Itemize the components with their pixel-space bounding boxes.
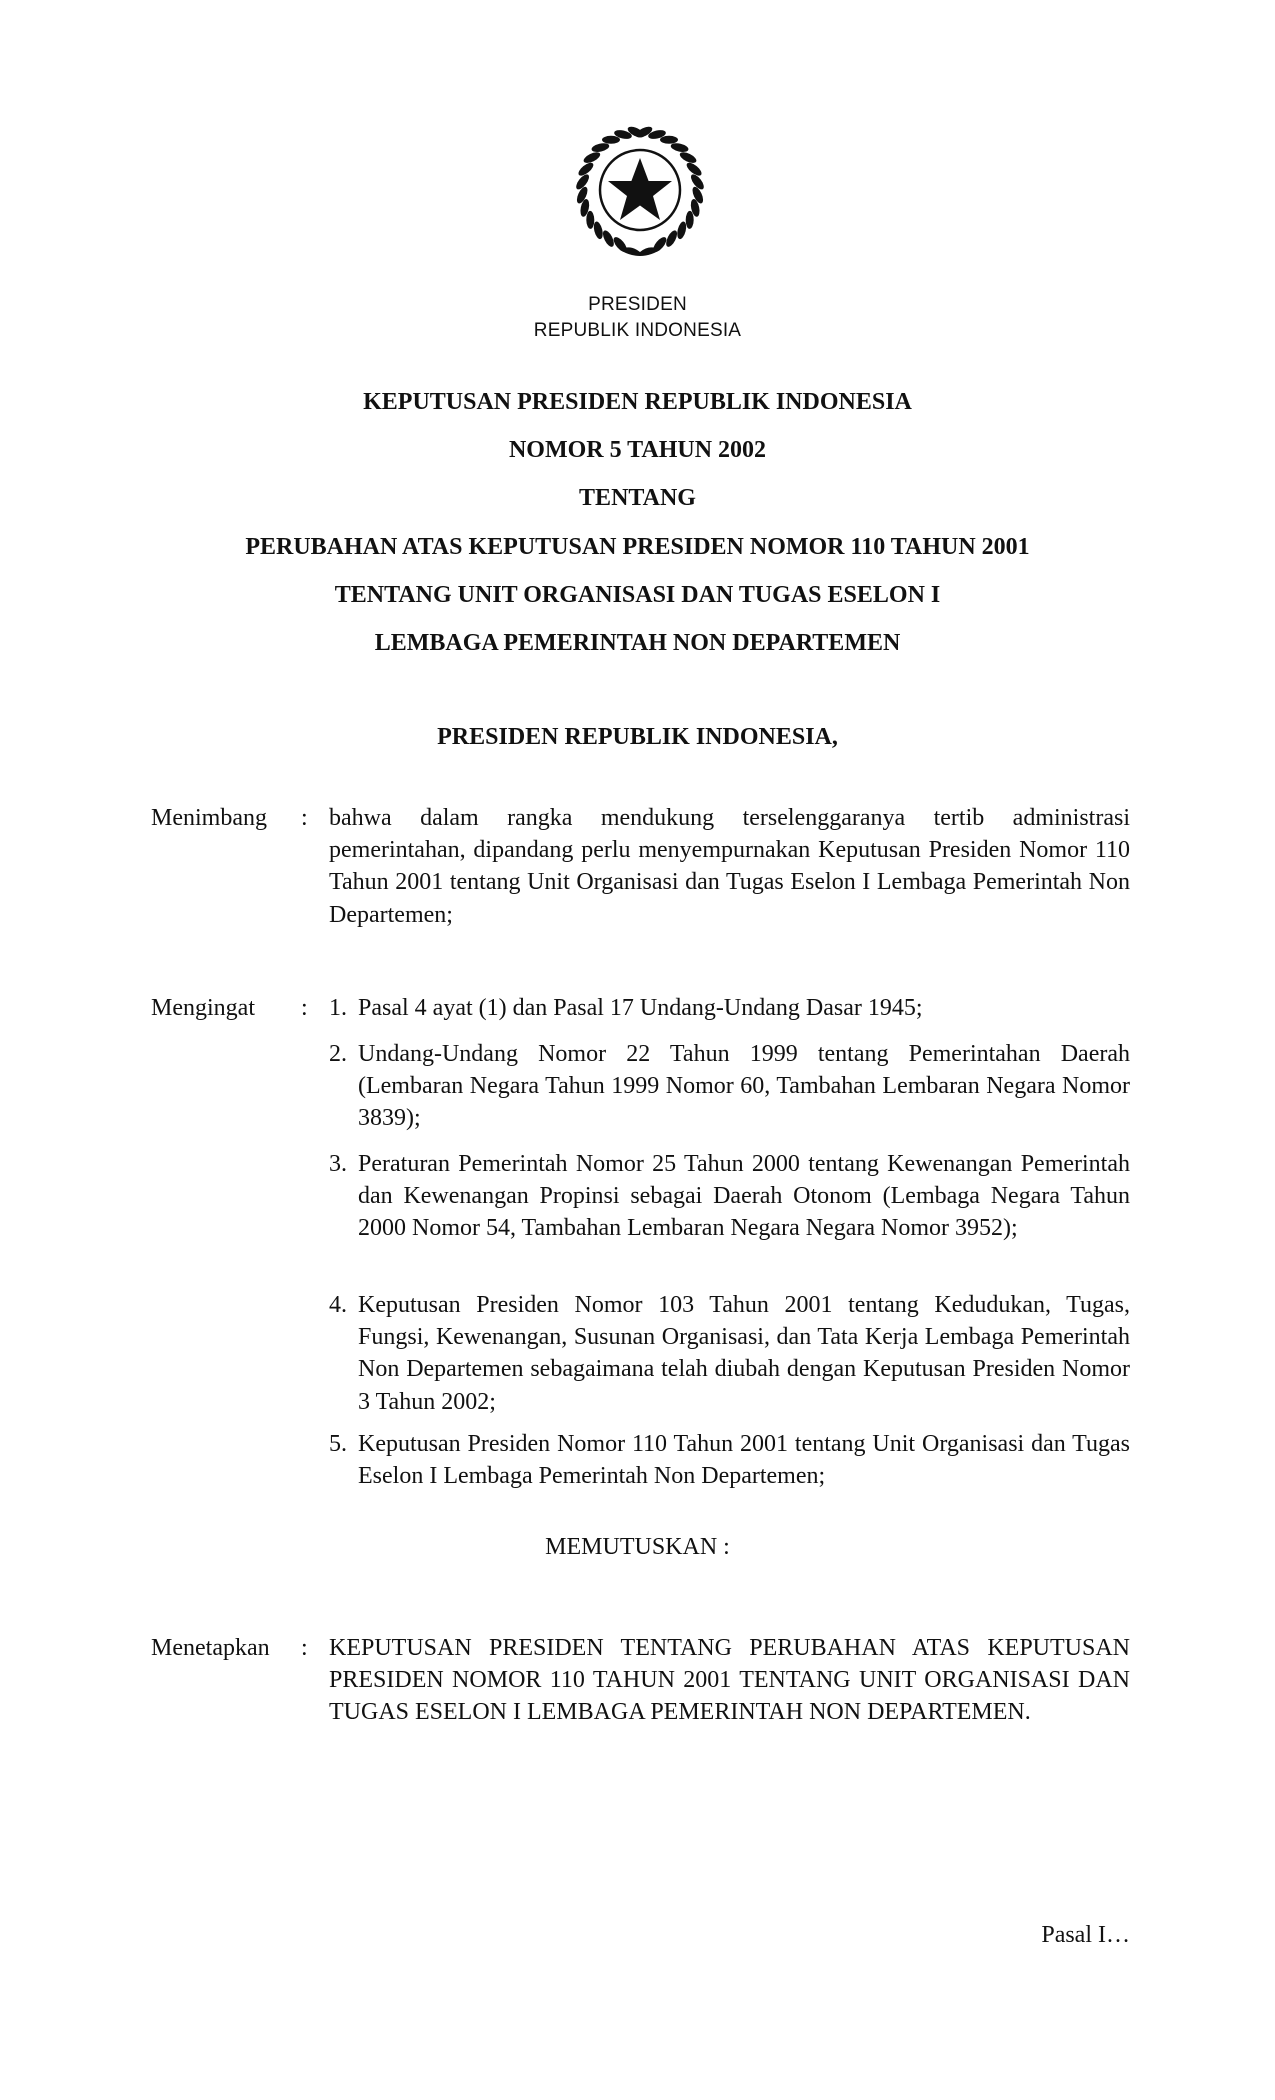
wreath-leaf <box>586 211 594 229</box>
wreath-leaf <box>660 136 678 144</box>
menetapkan-label: Menetapkan <box>151 1635 270 1661</box>
presidential-emblem-icon <box>558 110 722 274</box>
mengingat-item-3 <box>329 1148 1130 1245</box>
decree-tentang: TENTANG <box>579 485 696 511</box>
menetapkan-colon: : <box>301 1635 308 1661</box>
mengingat-item-4 <box>329 1289 1130 1418</box>
decree-title: KEPUTUSAN PRESIDEN REPUBLIK INDONESIA <box>363 389 912 415</box>
wreath-leaf <box>670 142 689 154</box>
next-page-indicator: Pasal I… <box>1041 1922 1130 1948</box>
wreath-leaf <box>664 229 679 249</box>
item-text: Peraturan Pemerintah Nomor 25 Tahun 2000 tentang Kewenangan Pemerintah dan Kewenangan Propinsi sebagai Daerah Otonom (Lembaga Negara Tahun 2000 Nomor 54, Tambahan Lembaran Negara Negara Nomor 3952); <box>358 1151 1130 1242</box>
decree-subject-line-1: PERUBAHAN ATAS KEPUTUSAN PRESIDEN NOMOR 110 TAHUN 2001 <box>245 534 1030 560</box>
mengingat-colon: : <box>301 995 308 1021</box>
wreath-leaf <box>591 142 610 154</box>
decree-subject-line-2: TENTANG UNIT ORGANISASI DAN TUGAS ESELON I <box>334 582 941 608</box>
memutuskan-heading: MEMUTUSKAN : <box>545 1534 730 1560</box>
wreath-leaf <box>676 221 688 240</box>
item-text: Undang-Undang Nomor 22 Tahun 1999 tentang Pemerintahan Daerah (Lembaran Negara Tahun 1999 Nomor 60, Tambahan Lembaran Negara Nomor 3839); <box>358 1041 1130 1132</box>
menetapkan-text: KEPUTUSAN PRESIDEN TENTANG PERUBAHAN ATAS KEPUTUSAN PRESIDEN NOMOR 110 TAHUN 2001 TENTANG UNIT ORGANISASI DAN TUGAS ESELON I LEMBAGA PEMERINTAH NON DEPARTEMEN. <box>329 1635 1130 1726</box>
mengingat-label: Mengingat <box>151 995 255 1021</box>
wreath-leaf <box>582 150 602 165</box>
wreath-leaf <box>592 221 604 240</box>
wreath-leaf <box>602 136 620 144</box>
item-number: 3. <box>329 1151 347 1177</box>
item-text: Pasal 4 ayat (1) dan Pasal 17 Undang-Undang Dasar 1945; <box>358 995 923 1021</box>
wreath-leaf <box>686 211 694 229</box>
mengingat-item-5 <box>329 1428 1130 1492</box>
item-text: Keputusan Presiden Nomor 103 Tahun 2001 tentang Kedudukan, Tugas, Fungsi, Kewenangan, Susunan Organisasi, dan Tata Kerja Lembaga Pemerintah Non Departemen sebagaimana telah diubah dengan Keputusan Presiden Nomor 3 Tahun 2002; <box>358 1292 1130 1415</box>
menimbang-label: Menimbang <box>151 805 267 831</box>
issuer-line-presiden: PRESIDEN <box>588 294 687 315</box>
decree-subject-line-3: LEMBAGA PEMERINTAH NON DEPARTEMEN <box>374 630 901 656</box>
item-number: 1. <box>329 995 347 1021</box>
wreath-leaf <box>601 229 616 249</box>
mengingat-item-1 <box>329 992 1130 1024</box>
item-number: 2. <box>329 1041 347 1067</box>
mengingat-item-2 <box>329 1038 1130 1135</box>
decree-number: NOMOR 5 TAHUN 2002 <box>508 437 767 463</box>
wreath-leaf <box>678 150 698 165</box>
item-text: Keputusan Presiden Nomor 110 Tahun 2001 tentang Unit Organisasi dan Tugas Eselon I Lembaga Pemerintah Non Departemen; <box>358 1431 1130 1490</box>
item-number: 4. <box>329 1292 347 1318</box>
menimbang-colon: : <box>301 805 308 831</box>
menimbang-text: bahwa dalam rangka mendukung terselenggaranya tertib administrasi pemerintahan, dipandang perlu menyempurnakan Keputusan Presiden Nomor 110 Tahun 2001 tentang Unit Organisasi dan Tugas Eselon I Lembaga Pemerintah Non Departemen; <box>329 805 1130 928</box>
item-number: 5. <box>329 1431 347 1457</box>
presiden-heading: PRESIDEN REPUBLIK INDONESIA, <box>437 724 838 750</box>
issuer-line-republik: REPUBLIK INDONESIA <box>533 320 742 341</box>
